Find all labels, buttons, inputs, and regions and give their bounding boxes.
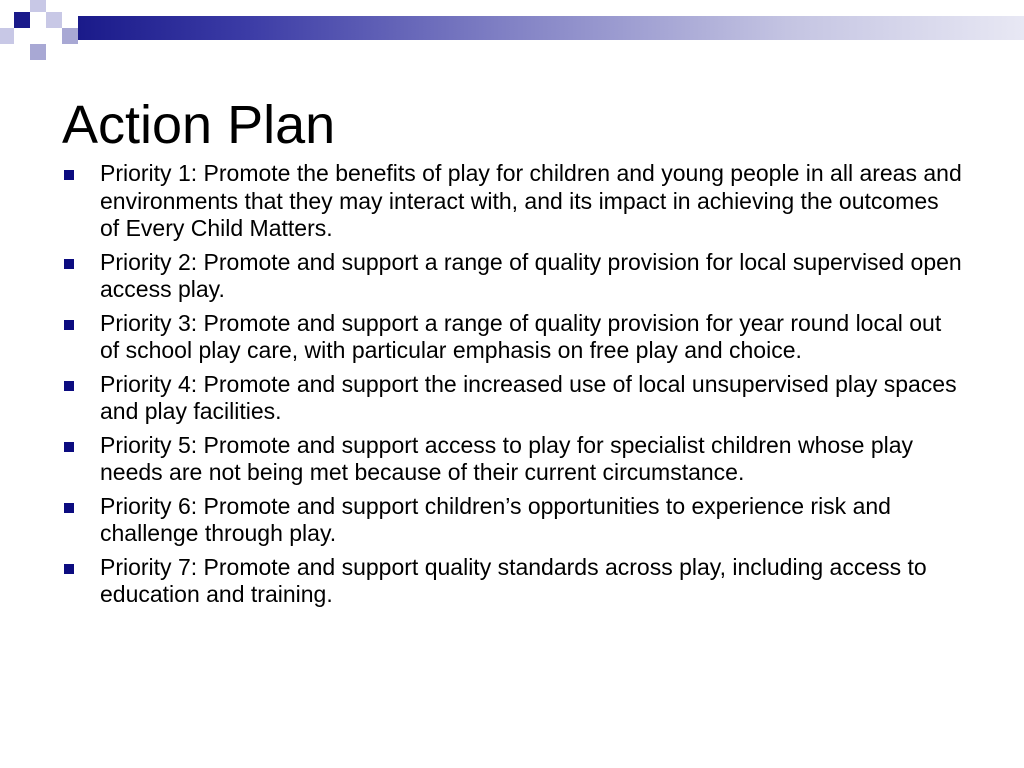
decor-square	[0, 28, 14, 44]
decor-square	[46, 12, 62, 28]
square-bullet-icon	[64, 442, 74, 452]
list-item	[62, 554, 962, 609]
square-bullet-icon	[64, 170, 74, 180]
square-bullet-icon	[64, 381, 74, 391]
bullet-list	[62, 160, 962, 615]
list-item-text: Priority 3: Promote and support a range of quality provision for year round local out of school play care, with particular emphasis on free play and choice.	[100, 309, 942, 363]
list-item-text: Priority 1: Promote the benefits of play for children and young people in all areas and environments that they may interact with, and its impact in achieving the outcomes of Every Child Matters.	[100, 160, 962, 241]
list-item-text: Priority 4: Promote and support the increased use of local unsupervised play spaces and play facilities.	[100, 370, 957, 424]
list-item	[62, 432, 962, 487]
decor-square	[30, 44, 46, 60]
list-item	[62, 160, 962, 243]
list-item-text: Priority 6: Promote and support children’s opportunities to experience risk and challenge through play.	[100, 492, 891, 546]
header-gradient-bar	[78, 16, 1024, 40]
square-bullet-icon	[64, 259, 74, 269]
list-item	[62, 249, 962, 304]
square-bullet-icon	[64, 503, 74, 513]
decor-square	[14, 12, 30, 28]
list-item	[62, 493, 962, 548]
list-item	[62, 310, 962, 365]
list-item-text: Priority 5: Promote and support access to play for specialist children whose play needs are not being met because of their current circumstance.	[100, 431, 914, 485]
list-item	[62, 371, 962, 426]
decor-square	[30, 0, 46, 12]
square-bullet-icon	[64, 564, 74, 574]
decor-square	[62, 28, 78, 44]
list-item-text: Priority 2: Promote and support a range of quality provision for local supervised open access play.	[100, 248, 962, 302]
slide-title: Action Plan	[62, 95, 336, 155]
list-item-text: Priority 7: Promote and support quality standards across play, including access to education and training.	[100, 553, 927, 607]
square-bullet-icon	[64, 320, 74, 330]
